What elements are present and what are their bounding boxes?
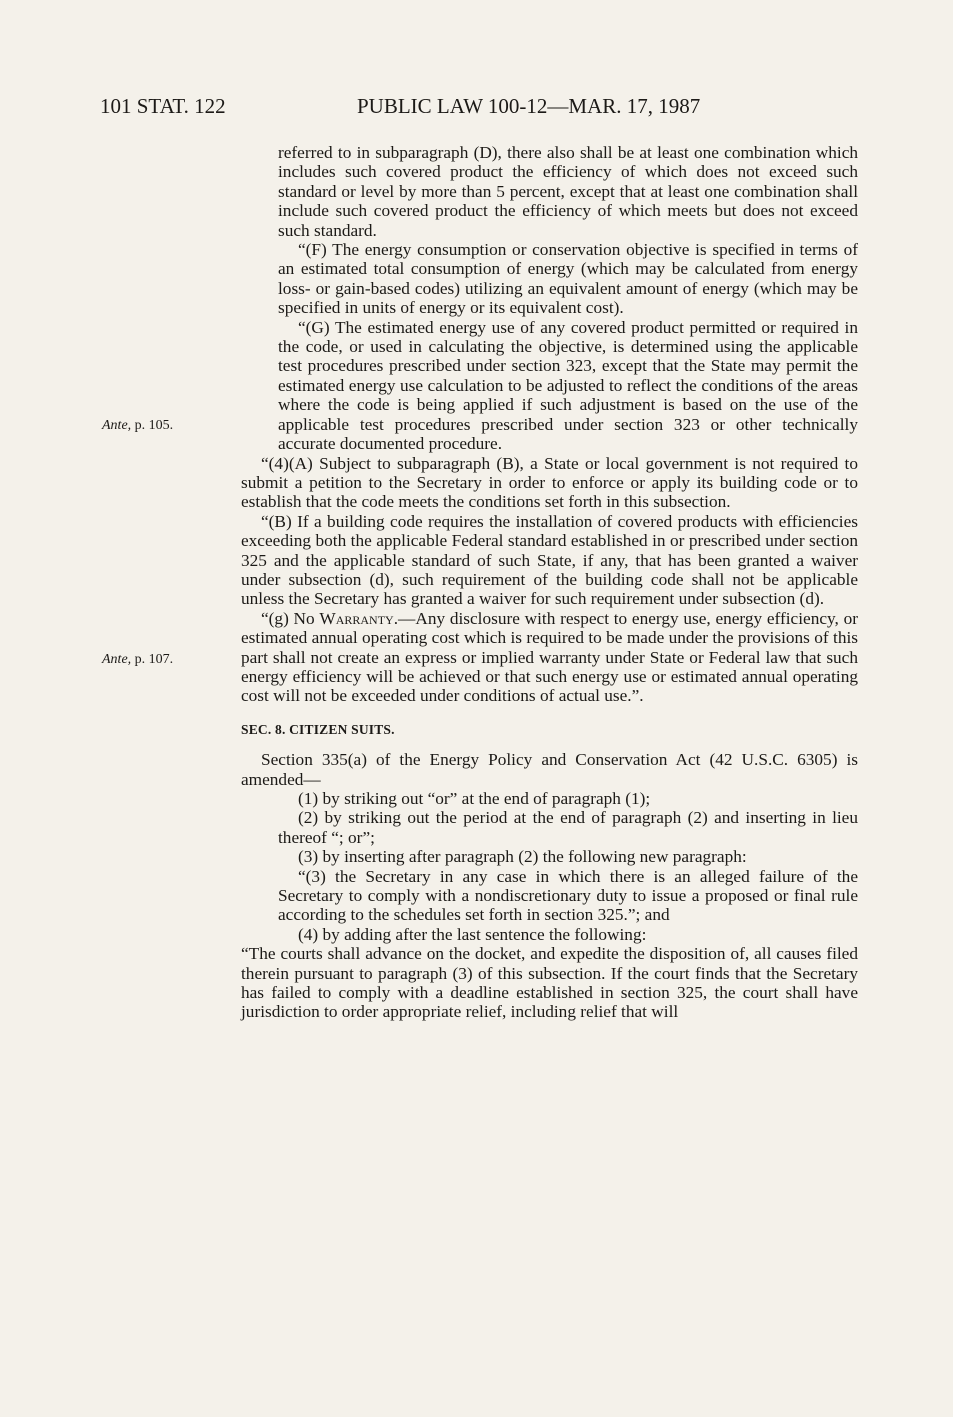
page-header xyxy=(100,94,743,120)
no-warranty-prefix: “(g) No xyxy=(261,608,320,628)
margin-note-label: Ante, xyxy=(102,418,132,433)
amendment-3-quoted: “(3) the Secretary in any case in which there is an alleged failure of the Secretary to comply with a nondiscretionary duty to issue a proposed or final rule according to the schedules set forth in section 325.”; and xyxy=(278,866,858,925)
amendment-3: (3) by inserting after paragraph (2) the following new paragraph: xyxy=(298,847,747,867)
paragraph-f: “(F) The energy consumption or conservation objective is specified in terms of an estimated total consumption of energy (which may be calculated from energy loss- or gain-based codes) utilizing an equivalent amount of energy (which may be specified in units of energy or its equivalent cost). xyxy=(278,240,858,318)
section-8-intro: Section 335(a) of the Energy Policy and Conservation Act (42 U.S.C. 6305) is amended— xyxy=(241,750,858,789)
public-law-title: PUBLIC LAW 100-12—MAR. 17, 1987 xyxy=(357,94,701,118)
body-text xyxy=(241,143,858,1022)
paragraph-e-continued: referred to in subparagraph (D), there also shall be at least one combination which includes such covered product the efficiency of which does not exceed such standard or level by more than 5 percent, except that at least one combination shall include such covered product the efficiency of which meets but does not exceed such standard. xyxy=(278,143,858,240)
amendment-1: (1) by striking out “or” at the end of paragraph (1); xyxy=(298,789,651,808)
margin-note-ante-107 xyxy=(102,652,173,668)
no-warranty-text: .—Any disclosure with respect to energy use, energy efficiency, or estimated annual operating cost which is required to be made under the provisions of this part shall not create an express or implied warranty under State or Federal law that such energy efficiency will be achieved or that such energy use or estimated annual operating cost will not be exceeded under conditions of actual use.”. xyxy=(241,608,858,706)
paragraph-g: “(G) The estimated energy use of any covered product permitted or required in the code, or used in calculating the objective, is determined using the applicable test procedures prescribed under section 323, except that the State may permit the estimated energy use calculation to be adjusted to reflect the conditions of the areas where the code is being applied if such adjustment is based on the use of the applicable test procedures prescribed under section 323 or other technically accurate documented procedure. xyxy=(278,317,858,454)
paragraph-4a: “(4)(A) Subject to subparagraph (B), a State or local government is not required to submit a petition to the Secretary in order to enforce or apply its building code or to establish that the code meets the conditions set forth in this subsection. xyxy=(241,453,858,512)
statute-page-number: 101 STAT. 122 xyxy=(100,94,226,118)
amendment-4-quoted: “The courts shall advance on the docket, and expedite the disposition of, all causes filed therein pursuant to paragraph (3) of this subsection. If the court finds that the Secretary has failed to comply with a deadline established in section 325, the court shall have jurisdiction to order appropriate relief, including relief that will xyxy=(241,944,858,1022)
section-heading: SEC. 8. CITIZEN SUITS. xyxy=(241,721,395,737)
paragraph-no-warranty xyxy=(241,609,858,706)
margin-note-page: p. 105. xyxy=(134,418,174,433)
margin-note-label: Ante, xyxy=(102,652,132,667)
margin-note-page: p. 107. xyxy=(134,652,174,667)
paragraph-4b: “(B) If a building code requires the installation of covered products with efficiencies exceeding both the applicable Federal standard established in or prescribed under section 325 and the applicable standard of such State, if any, that has been granted a waiver under subsection (d), such requirement of the building code shall not be applicable unless the Secretary has granted a waiver for such requirement under subsection (d). xyxy=(241,511,858,609)
no-warranty-heading: Warranty xyxy=(319,608,394,628)
amendment-4: (4) by adding after the last sentence the following: xyxy=(298,924,647,944)
amendment-2: (2) by striking out the period at the end of paragraph (2) and inserting in lieu thereof “; or”; xyxy=(278,808,858,847)
margin-note-ante-105 xyxy=(102,418,173,434)
